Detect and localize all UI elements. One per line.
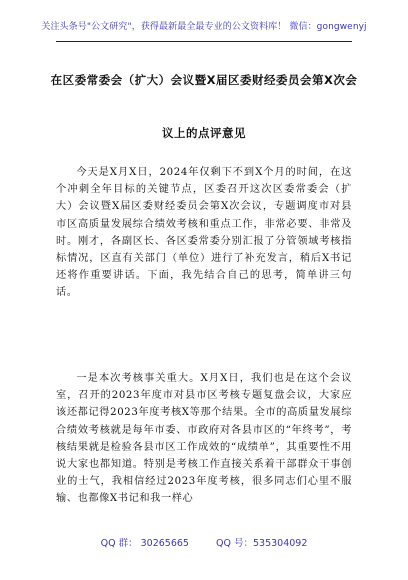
footer-qq-number: QQ 号：535304092 [216, 538, 308, 549]
body-paragraph: 今天是X月X日，2024年仅剩下不到X个月的时间，在这个冲刺全年目标的关键节点，区委召开这次区委常委会（扩大）会议暨X届区委财经委员会第X次会议，专题调度市对县市区高质量发展综合绩效考核和重点工作，非常必要、非常及时。刚才，各副区长、各区委常委分别汇报了分管领域考核指标情况，区直有关部门（单位）进行了补充发言，稍后X书记还将作重要讲话。下面，我先结合自己的思考，简单讲三句话。 [56, 167, 352, 299]
document-title-line2: 议上的点评意见 [162, 126, 246, 140]
footer-contact [0, 535, 408, 549]
header-divider [56, 41, 352, 42]
footer-qq-group: QQ 群： 30265665 [100, 538, 189, 549]
header-banner: 关注头条号"公文研究"，获得最新最全最专业的公文资料库！ 微信：gongwenyj [41, 22, 367, 32]
body-paragraph: 一是本次考核事关重大。X月X日，我们也是在这个会议室，召开的2023年度市对县市区考核专题复盘会议，大家应该还都记得2023年度考核X等那个结果。全市的高质量发展综合绩效考核就是每年市委、市政府对各县市区的“年终考”，考核结果就是检验各县市区工作成效的“成绩单”，其重要性不用说大家也都知道。特别是考核工作直接关系着干部群众干事创业的士气，我相信经过2023年度考核，很多同志们心里不服输、也都像X书记和我一样心 [56, 373, 352, 505]
document-title-line1: 在区委常委会（扩大）会议暨X届区委财经委员会第X次会 [50, 73, 358, 87]
